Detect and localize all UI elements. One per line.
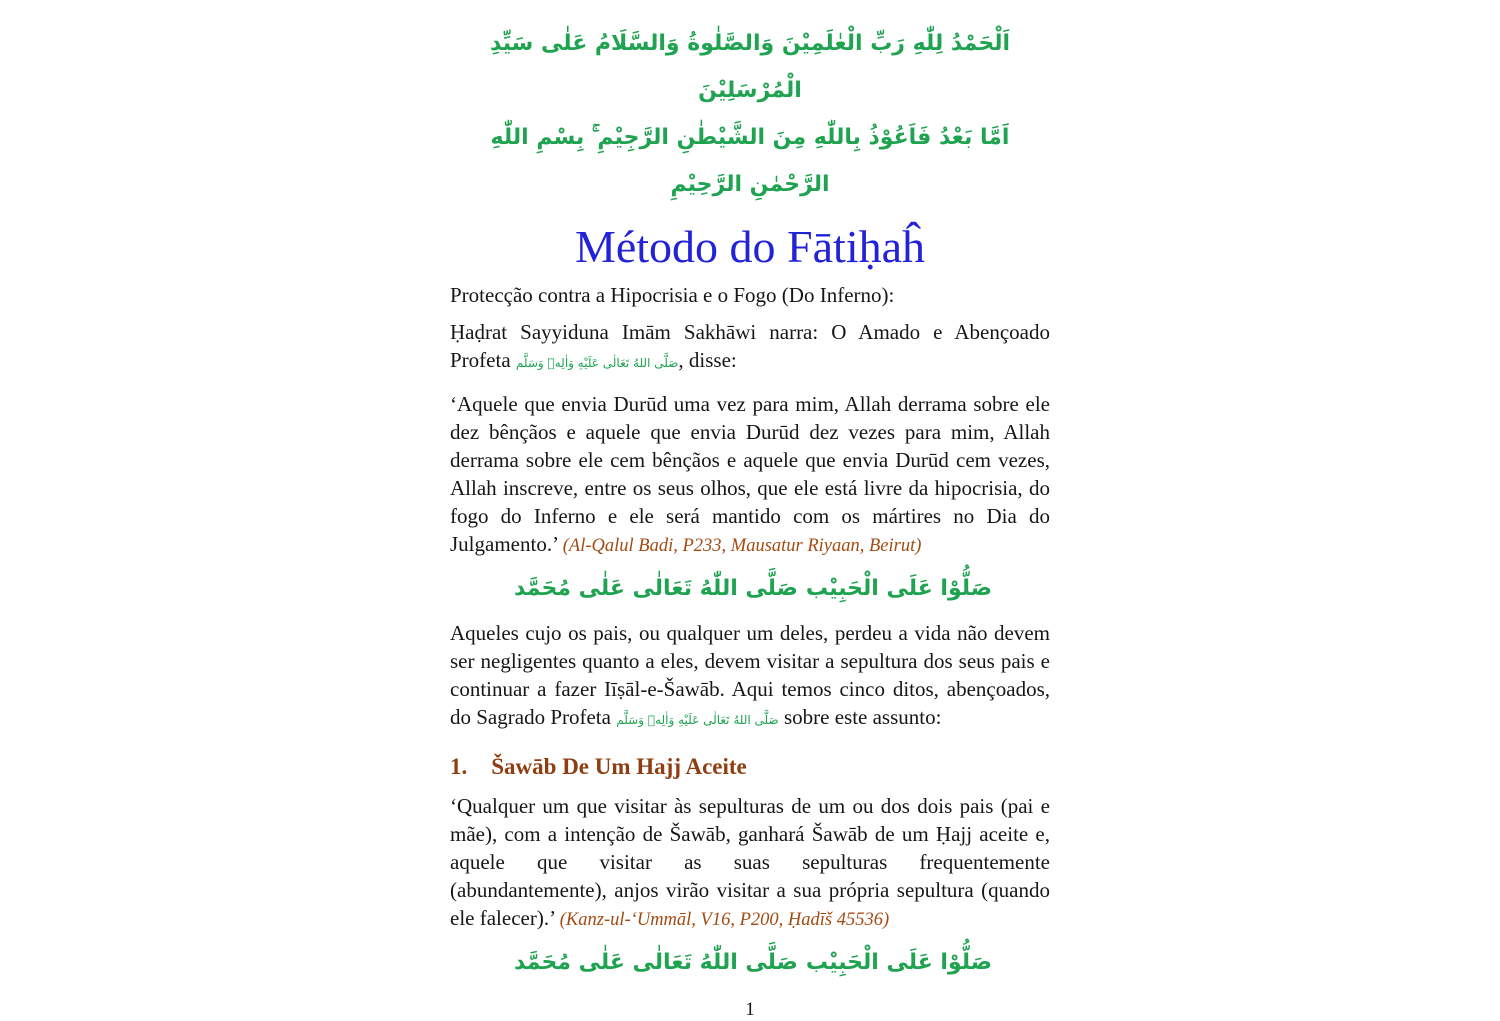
salat-phrase-right: صَلُّوْا عَلَى الْحَبِيْب bbox=[805, 949, 992, 975]
salat-phrase-left: صَلَّى اللّٰهُ تَعَالٰى عَلٰى مُحَمَّد bbox=[514, 949, 798, 975]
isal-paragraph bbox=[450, 619, 1050, 734]
arabic-header bbox=[450, 20, 1050, 208]
salat-row-top bbox=[450, 576, 1050, 601]
salat-row-bottom bbox=[450, 950, 1050, 975]
section1-heading bbox=[450, 754, 1050, 780]
narrator-text-before: Ḥaḍrat Sayyiduna Imām Sakhāwi narra: O Amado e Abençoado Profeta bbox=[450, 319, 1050, 372]
subtitle: Protecção contra a Hipocrisia e o Fogo (Do Inferno): bbox=[450, 282, 895, 307]
honorific-arabic: صَلَّى اللهُ تَعَالٰى عَلَيْهِ وَاٰلِهٖ وَسَلَّم bbox=[616, 712, 779, 727]
honorific-arabic: صَلَّى اللهُ تَعَالٰى عَلَيْهِ وَاٰلِهٖ وَسَلَّم bbox=[515, 355, 679, 370]
section1-heading-text: Šawāb De Um Hajj Aceite bbox=[491, 753, 747, 779]
hadith-citation: (Al-Qalul Badi, P233, Mausatur Riyaan, Beirut) bbox=[562, 535, 922, 556]
hadith-quote-text: ‘Aquele que envia Durūd uma vez para mim, Allah derrama sobre ele dez bênçãos e aquele que envia Durūd dez vezes para mim, Allah derrama sobre ele cem bênçãos e aquele que envia Durūd cem vezes, Allah inscreve, entre os seus olhos, que ele está livre da hipocrisia, do fogo do Inferno e ele será mantido com os mártires no Dia do Julgamento.’ bbox=[450, 391, 1050, 556]
page-content bbox=[450, 0, 1050, 1021]
narrator-paragraph bbox=[450, 318, 1050, 377]
page-title: Método do Fātiḥaĥ bbox=[574, 221, 926, 272]
section1-paragraph bbox=[450, 792, 1050, 934]
isal-text-before: Aqueles cujo os pais, ou qualquer um deles, perdeu a vida não devem ser negligentes quanto a eles, devem visitar a sepultura dos seus pais e continuar a fazer Iīṣāl-e-Šawāb. Aqui temos cinco ditos, abençoados, do Sagrado Profeta bbox=[450, 620, 1050, 729]
page-number: 1 bbox=[745, 998, 755, 1020]
section1-citation: (Kanz-ul-‘Ummāl, V16, P200, Ḥadīš 45536) bbox=[559, 909, 890, 930]
hadith-quote-paragraph bbox=[450, 390, 1050, 560]
narrator-text-after: , disse: bbox=[678, 347, 737, 372]
arabic-header-line2: اَمَّا بَعْدُ فَاَعُوْذُ بِاللّٰهِ مِنَ الشَّيْطٰنِ الرَّجِيْمِ ۚ بِسْمِ اللّٰهِ الرَّحْمٰنِ الرَّحِيْمِ bbox=[490, 125, 1010, 197]
arabic-header-line1: اَلْحَمْدُ لِلّٰهِ رَبِّ الْعٰلَمِيْنَ وَالصَّلٰوةُ وَالسَّلَامُ عَلٰى سَيِّدِ الْمُرْسَلِيْنَ bbox=[489, 31, 1010, 103]
salat-phrase-right: صَلُّوْا عَلَى الْحَبِيْب bbox=[805, 575, 992, 601]
salat-phrase-left: صَلَّى اللّٰهُ تَعَالٰى عَلٰى مُحَمَّد bbox=[514, 575, 798, 601]
section1-body-text: ‘Qualquer um que visitar às sepulturas de um ou dos dois pais (pai e mãe), com a intenção de Šawāb, ganhará Šawāb de um Ḥajj aceite e, aquele que visitar as suas sepulturas frequentemente (abundantemente), anjos virão visitar a sua própria sepultura (quando ele falecer).’ bbox=[450, 793, 1050, 930]
section1-number: 1. bbox=[450, 753, 468, 779]
isal-text-after: sobre este assunto: bbox=[778, 704, 942, 729]
